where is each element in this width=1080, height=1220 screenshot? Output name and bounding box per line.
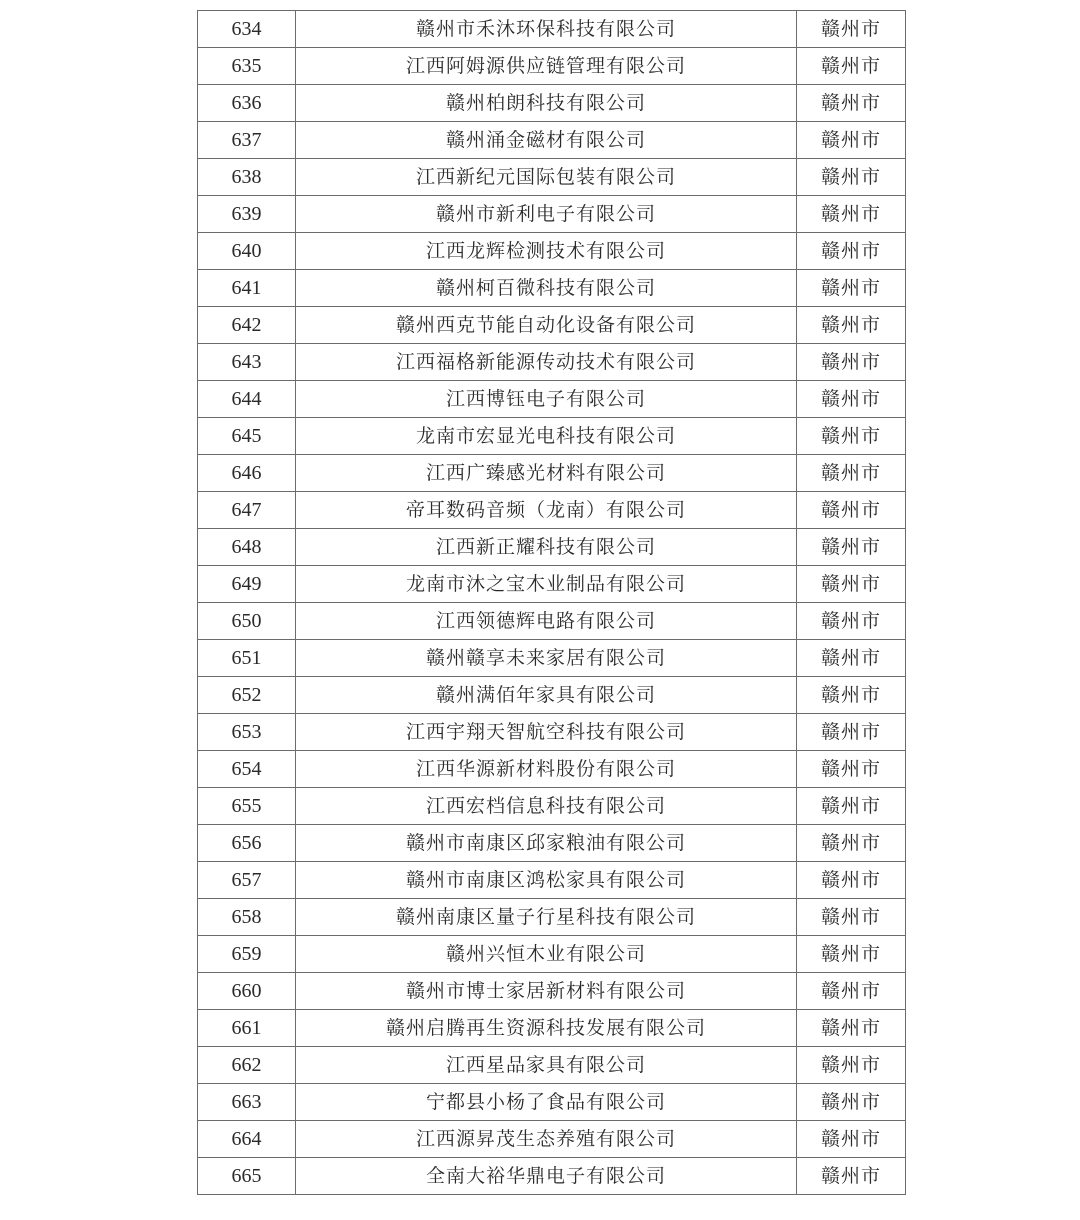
row-number-cell: 660 <box>198 973 296 1010</box>
city-cell: 赣州市 <box>797 1010 906 1047</box>
company-name-cell: 赣州市禾沐环保科技有限公司 <box>296 11 797 48</box>
company-name-cell: 江西新纪元国际包装有限公司 <box>296 159 797 196</box>
row-number-cell: 648 <box>198 529 296 566</box>
row-number-cell: 638 <box>198 159 296 196</box>
city-cell: 赣州市 <box>797 529 906 566</box>
city-cell: 赣州市 <box>797 455 906 492</box>
company-name-cell: 江西博钰电子有限公司 <box>296 381 797 418</box>
table-row <box>198 85 906 122</box>
row-number-cell: 635 <box>198 48 296 85</box>
row-number-cell: 642 <box>198 307 296 344</box>
table-row <box>198 788 906 825</box>
company-name-cell: 龙南市沐之宝木业制品有限公司 <box>296 566 797 603</box>
city-cell: 赣州市 <box>797 492 906 529</box>
company-name-cell: 赣州市南康区邱家粮油有限公司 <box>296 825 797 862</box>
table-row <box>198 862 906 899</box>
company-name-cell: 江西星品家具有限公司 <box>296 1047 797 1084</box>
row-number-cell: 637 <box>198 122 296 159</box>
table-row <box>198 122 906 159</box>
city-cell: 赣州市 <box>797 1158 906 1195</box>
city-cell: 赣州市 <box>797 936 906 973</box>
city-cell: 赣州市 <box>797 973 906 1010</box>
city-cell: 赣州市 <box>797 899 906 936</box>
company-name-cell: 赣州柯百微科技有限公司 <box>296 270 797 307</box>
city-cell: 赣州市 <box>797 307 906 344</box>
company-name-cell: 江西龙辉检测技术有限公司 <box>296 233 797 270</box>
company-name-cell: 江西广臻感光材料有限公司 <box>296 455 797 492</box>
table-row <box>198 11 906 48</box>
table-row <box>198 714 906 751</box>
row-number-cell: 646 <box>198 455 296 492</box>
city-cell: 赣州市 <box>797 677 906 714</box>
city-cell: 赣州市 <box>797 788 906 825</box>
table-row <box>198 381 906 418</box>
company-name-cell: 帝耳数码音频（龙南）有限公司 <box>296 492 797 529</box>
company-name-cell: 全南大裕华鼎电子有限公司 <box>296 1158 797 1195</box>
company-name-cell: 赣州赣享未来家居有限公司 <box>296 640 797 677</box>
table-row <box>198 1047 906 1084</box>
city-cell: 赣州市 <box>797 344 906 381</box>
table-row <box>198 196 906 233</box>
city-cell: 赣州市 <box>797 1084 906 1121</box>
company-name-cell: 赣州柏朗科技有限公司 <box>296 85 797 122</box>
city-cell: 赣州市 <box>797 196 906 233</box>
row-number-cell: 643 <box>198 344 296 381</box>
city-cell: 赣州市 <box>797 566 906 603</box>
row-number-cell: 662 <box>198 1047 296 1084</box>
table-row <box>198 1010 906 1047</box>
company-name-cell: 赣州南康区量子行星科技有限公司 <box>296 899 797 936</box>
company-name-cell: 江西华源新材料股份有限公司 <box>296 751 797 788</box>
row-number-cell: 658 <box>198 899 296 936</box>
company-name-cell: 赣州市博士家居新材料有限公司 <box>296 973 797 1010</box>
table-row <box>198 48 906 85</box>
city-cell: 赣州市 <box>797 233 906 270</box>
row-number-cell: 639 <box>198 196 296 233</box>
city-cell: 赣州市 <box>797 603 906 640</box>
row-number-cell: 665 <box>198 1158 296 1195</box>
company-name-cell: 龙南市宏显光电科技有限公司 <box>296 418 797 455</box>
company-name-cell: 赣州西克节能自动化设备有限公司 <box>296 307 797 344</box>
city-cell: 赣州市 <box>797 85 906 122</box>
city-cell: 赣州市 <box>797 714 906 751</box>
company-name-cell: 江西福格新能源传动技术有限公司 <box>296 344 797 381</box>
city-cell: 赣州市 <box>797 48 906 85</box>
company-list-table <box>197 10 906 1195</box>
table-row <box>198 270 906 307</box>
city-cell: 赣州市 <box>797 11 906 48</box>
company-name-cell: 江西领德辉电路有限公司 <box>296 603 797 640</box>
row-number-cell: 664 <box>198 1121 296 1158</box>
table-row <box>198 1158 906 1195</box>
row-number-cell: 659 <box>198 936 296 973</box>
company-name-cell: 赣州满佰年家具有限公司 <box>296 677 797 714</box>
row-number-cell: 641 <box>198 270 296 307</box>
table-row <box>198 455 906 492</box>
row-number-cell: 649 <box>198 566 296 603</box>
company-name-cell: 江西宏档信息科技有限公司 <box>296 788 797 825</box>
row-number-cell: 645 <box>198 418 296 455</box>
city-cell: 赣州市 <box>797 1047 906 1084</box>
table-row <box>198 603 906 640</box>
row-number-cell: 651 <box>198 640 296 677</box>
table-row <box>198 640 906 677</box>
company-name-cell: 赣州市新利电子有限公司 <box>296 196 797 233</box>
company-name-cell: 宁都县小杨了食品有限公司 <box>296 1084 797 1121</box>
row-number-cell: 657 <box>198 862 296 899</box>
company-name-cell: 赣州启腾再生资源科技发展有限公司 <box>296 1010 797 1047</box>
row-number-cell: 644 <box>198 381 296 418</box>
row-number-cell: 647 <box>198 492 296 529</box>
row-number-cell: 654 <box>198 751 296 788</box>
city-cell: 赣州市 <box>797 1121 906 1158</box>
table-row <box>198 492 906 529</box>
table-row <box>198 566 906 603</box>
city-cell: 赣州市 <box>797 381 906 418</box>
company-name-cell: 江西宇翔天智航空科技有限公司 <box>296 714 797 751</box>
table-row <box>198 936 906 973</box>
company-name-cell: 江西阿姆源供应链管理有限公司 <box>296 48 797 85</box>
table-row <box>198 751 906 788</box>
row-number-cell: 634 <box>198 11 296 48</box>
city-cell: 赣州市 <box>797 751 906 788</box>
table-row <box>198 159 906 196</box>
table-row <box>198 344 906 381</box>
company-name-cell: 江西源昇茂生态养殖有限公司 <box>296 1121 797 1158</box>
row-number-cell: 663 <box>198 1084 296 1121</box>
city-cell: 赣州市 <box>797 418 906 455</box>
table-row <box>198 418 906 455</box>
table-row <box>198 529 906 566</box>
table-row <box>198 825 906 862</box>
table-row <box>198 973 906 1010</box>
row-number-cell: 656 <box>198 825 296 862</box>
table-row <box>198 307 906 344</box>
row-number-cell: 636 <box>198 85 296 122</box>
row-number-cell: 640 <box>198 233 296 270</box>
table-row <box>198 1121 906 1158</box>
row-number-cell: 655 <box>198 788 296 825</box>
table-row <box>198 1084 906 1121</box>
table-row <box>198 899 906 936</box>
city-cell: 赣州市 <box>797 862 906 899</box>
table-body <box>198 11 906 1195</box>
city-cell: 赣州市 <box>797 159 906 196</box>
company-name-cell: 赣州兴恒木业有限公司 <box>296 936 797 973</box>
company-name-cell: 江西新正耀科技有限公司 <box>296 529 797 566</box>
city-cell: 赣州市 <box>797 122 906 159</box>
row-number-cell: 652 <box>198 677 296 714</box>
city-cell: 赣州市 <box>797 270 906 307</box>
city-cell: 赣州市 <box>797 640 906 677</box>
row-number-cell: 650 <box>198 603 296 640</box>
row-number-cell: 653 <box>198 714 296 751</box>
table-row <box>198 677 906 714</box>
city-cell: 赣州市 <box>797 825 906 862</box>
row-number-cell: 661 <box>198 1010 296 1047</box>
table-row <box>198 233 906 270</box>
company-name-cell: 赣州涌金磁材有限公司 <box>296 122 797 159</box>
company-name-cell: 赣州市南康区鸿松家具有限公司 <box>296 862 797 899</box>
